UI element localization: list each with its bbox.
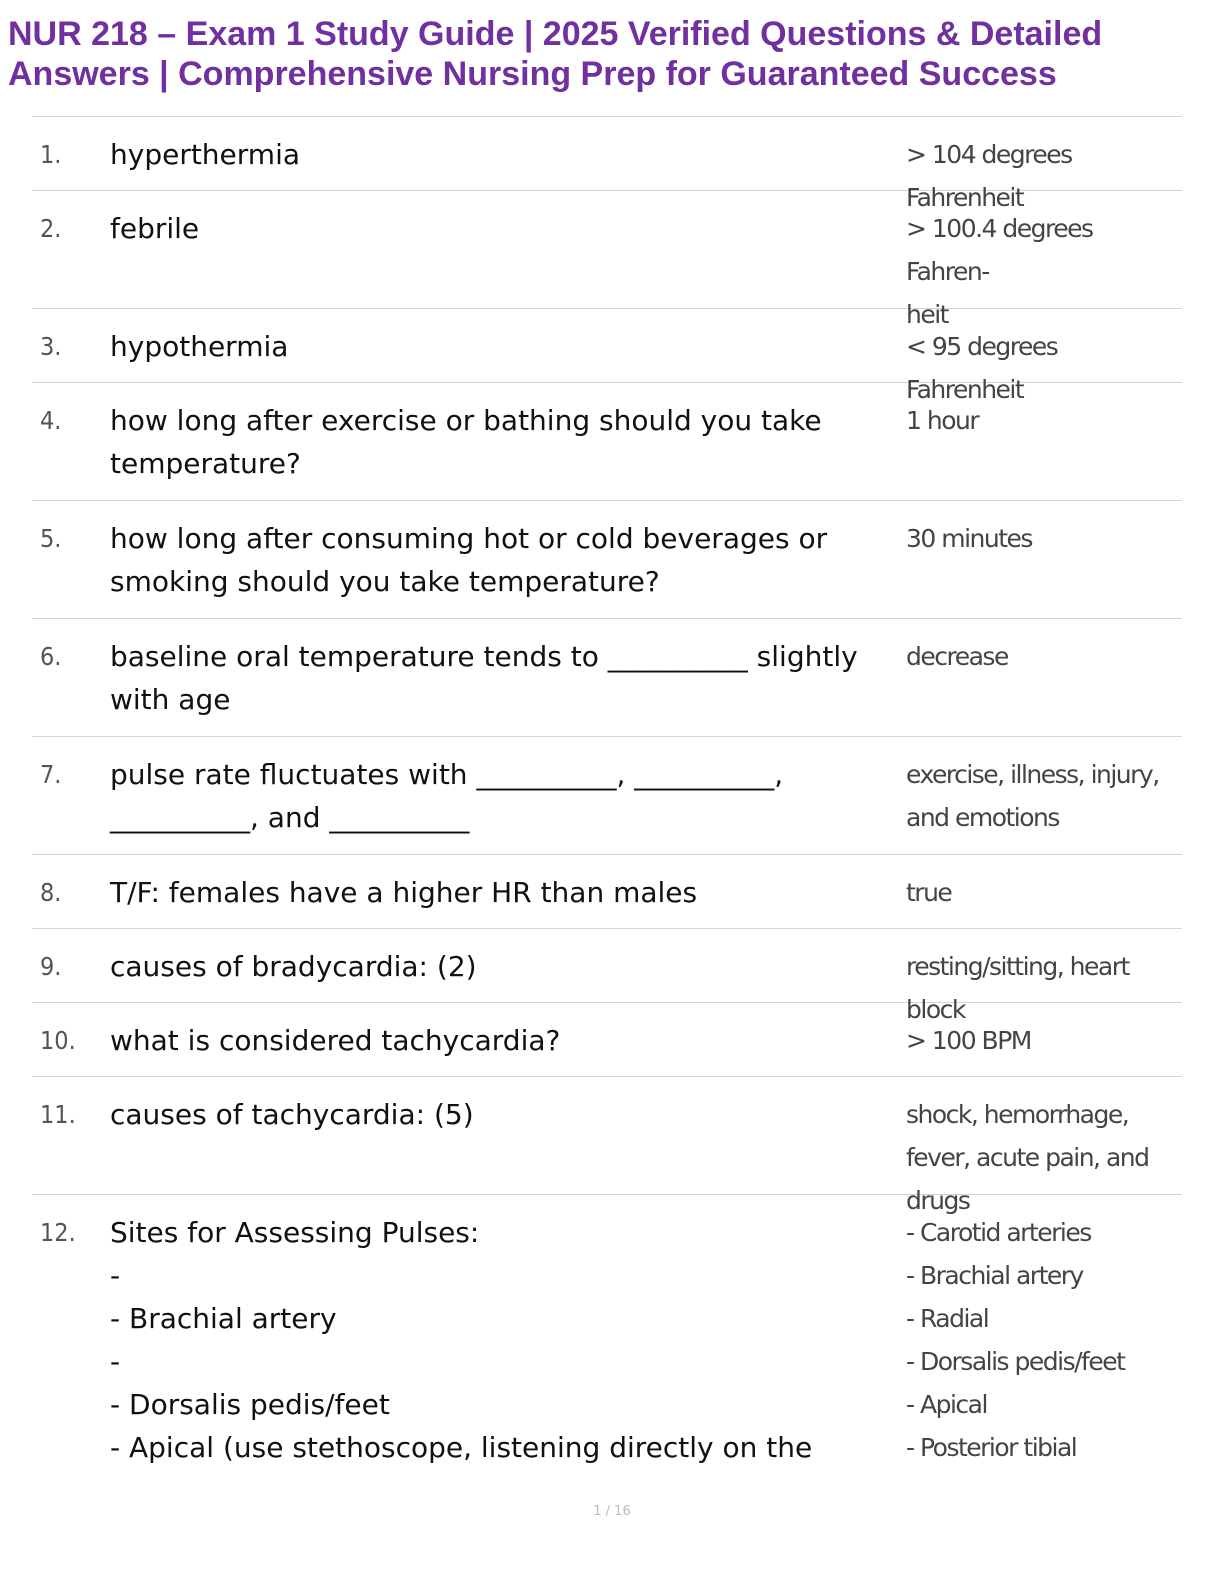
row-answer: exercise, illness, injury, and emotions xyxy=(906,760,1159,832)
table-row xyxy=(32,117,1182,212)
table-row xyxy=(32,1195,1182,1485)
row-question: febrile xyxy=(110,212,200,245)
row-number: 3. xyxy=(40,332,62,361)
study-guide-table xyxy=(32,116,1182,1485)
document-title: NUR 218 – Exam 1 Study Guide | 2025 Verified Questions & Detailed Answers | Comprehensive Nursing Prep for Guaranteed Success xyxy=(8,15,1103,93)
table-row xyxy=(32,929,1182,1024)
row-number: 8. xyxy=(40,878,62,907)
row-question: what is considered tachycardia? xyxy=(110,1024,561,1057)
table-row xyxy=(32,501,1182,619)
row-answer: 30 minutes xyxy=(906,524,1032,553)
row-question: causes of bradycardia: (2) xyxy=(110,950,477,983)
row-number: 7. xyxy=(40,760,62,789)
table-row xyxy=(32,619,1182,737)
row-number: 12. xyxy=(40,1218,76,1247)
row-question: how long after exercise or bathing should you take temperature? xyxy=(110,404,822,480)
row-number: 6. xyxy=(40,642,62,671)
row-question: pulse rate fluctuates with __________, __________, __________, and __________ xyxy=(110,758,784,834)
page-number: 1 / 16 xyxy=(593,1504,631,1519)
row-number: 2. xyxy=(40,214,62,243)
row-question: how long after consuming hot or cold beverages or smoking should you take temperature? xyxy=(110,522,828,598)
row-number: 1. xyxy=(40,140,62,169)
row-question: baseline oral temperature tends to __________ slightly with age xyxy=(110,640,858,716)
row-answer: - Carotid arteries - Brachial artery - Radial - Dorsalis pedis/feet - Apical - Posterior tibial xyxy=(906,1218,1125,1462)
row-answer: 1 hour xyxy=(906,406,979,435)
table-row xyxy=(32,309,1182,404)
table-row xyxy=(32,855,1182,929)
row-answer: resting/sitting, heart block xyxy=(906,952,1129,1024)
table-row xyxy=(32,737,1182,855)
row-number: 5. xyxy=(40,524,62,553)
row-number: 9. xyxy=(40,952,62,981)
table-row xyxy=(32,383,1182,501)
table-row xyxy=(32,1003,1182,1077)
row-question: Sites for Assessing Pulses: - - Brachial artery - - Dorsalis pedis/feet - Apical (use stethoscope, listening directly on the xyxy=(110,1216,813,1464)
row-answer: shock, hemorrhage, fever, acute pain, and drugs xyxy=(906,1100,1149,1215)
row-answer: > 100 BPM xyxy=(906,1026,1031,1055)
table-row xyxy=(32,191,1182,329)
row-question: causes of tachycardia: (5) xyxy=(110,1098,474,1131)
row-answer: > 104 degrees Fahrenheit xyxy=(906,140,1072,212)
row-answer: decrease xyxy=(906,642,1008,671)
row-answer: true xyxy=(906,878,952,907)
row-answer: > 100.4 degrees Fahren- heit xyxy=(906,214,1093,329)
row-answer: < 95 degrees Fahrenheit xyxy=(906,332,1058,404)
row-question: T/F: females have a higher HR than males xyxy=(110,876,698,909)
row-question: hypothermia xyxy=(110,330,289,363)
row-question: hyperthermia xyxy=(110,138,301,171)
row-number: 4. xyxy=(40,406,62,435)
row-number: 10. xyxy=(40,1026,76,1055)
row-number: 11. xyxy=(40,1100,76,1129)
table-row xyxy=(32,1077,1182,1215)
